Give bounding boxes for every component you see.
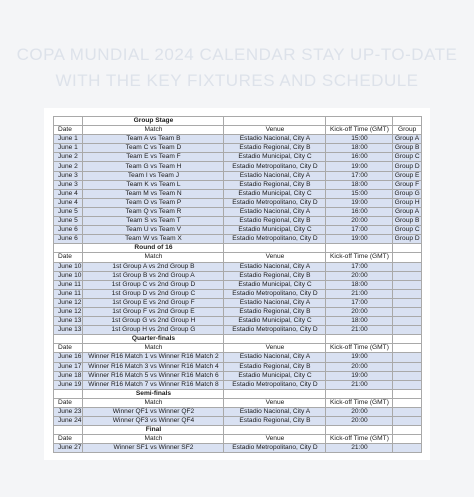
cell-date[interactable]: June 11 [54,280,83,289]
cell-kickoff[interactable]: 21:00 [326,380,393,389]
cell-date[interactable]: June 12 [54,298,83,307]
empty-cell[interactable] [393,426,421,435]
cell-match[interactable]: Winner R16 Match 5 vs Winner R16 Match 6 [83,371,224,380]
section-title-row [54,389,422,398]
table-row [54,408,422,417]
cell-kickoff[interactable]: 17:00 [326,262,393,271]
cell-venue[interactable]: Estadio Nacional, City A [224,171,326,180]
cell-group[interactable] [393,298,421,307]
cell-venue[interactable]: Estadio Metropolitano, City D [224,326,326,335]
column-header-row [54,253,422,262]
title-line-1: COPA MUNDIAL 2024 CALENDAR STAY UP-TO-DATE [16,45,458,64]
section-title-row [54,426,422,435]
cell-kickoff[interactable]: 17:00 [326,171,393,180]
column-header-date[interactable]: Date [54,253,83,262]
cell-venue[interactable]: Estadio Metropolitano, City D [224,162,326,171]
cell-group[interactable] [393,326,421,335]
empty-cell[interactable] [326,117,393,126]
cell-match[interactable]: Team I vs Team J [83,171,224,180]
cell-date[interactable]: June 2 [54,162,83,171]
table-row [54,226,422,235]
cell-date[interactable]: June 16 [54,353,83,362]
section-title-row [54,335,422,344]
column-header-venue[interactable]: Venue [224,126,326,135]
table-row [54,271,422,280]
cell-date[interactable]: June 17 [54,362,83,371]
cell-date[interactable]: June 19 [54,380,83,389]
empty-cell[interactable] [224,426,326,435]
cell-kickoff[interactable]: 20:00 [326,417,393,426]
column-header-kickoff[interactable]: Kick-off Time (GMT) [326,253,393,262]
cell-kickoff[interactable]: 16:00 [326,153,393,162]
cell-match[interactable]: 1st Group F vs 2nd Group E [83,307,224,316]
section-title-row [54,117,422,126]
table-row [54,371,422,380]
section-title-row [54,244,422,253]
cell-kickoff[interactable]: 21:00 [326,326,393,335]
empty-cell[interactable] [224,117,326,126]
cell-kickoff[interactable]: 19:00 [326,353,393,362]
cell-group[interactable]: Group C [394,226,420,234]
cell-group[interactable]: Group G [394,189,420,197]
empty-cell[interactable] [393,335,421,344]
column-header-match[interactable]: Match [83,126,224,135]
cell-match[interactable]: Team O vs Team P [83,198,224,207]
column-header-row [54,398,422,407]
cell-venue[interactable]: Estadio Metropolitano, City D [224,444,326,453]
column-header-venue[interactable]: Venue [224,344,326,353]
column-header-group[interactable] [393,398,421,407]
cell-match[interactable]: 1st Group G vs 2nd Group H [83,317,224,326]
cell-group[interactable] [393,271,421,280]
cell-venue[interactable]: Estadio Metropolitano, City D [224,198,326,207]
column-header-row [54,344,422,353]
table-row [54,289,422,298]
cell-match[interactable]: Team S vs Team T [83,217,224,226]
column-header-group[interactable] [393,435,421,444]
column-header-kickoff[interactable]: Kick-off Time (GMT) [326,398,393,407]
cell-match[interactable]: Team C vs Team D [83,144,224,153]
cell-venue[interactable]: Estadio Metropolitano, City D [224,289,326,298]
empty-cell[interactable] [326,389,393,398]
cell-match[interactable]: 1st Group B vs 2nd Group A [83,271,224,280]
cell-group[interactable]: Group F [393,180,421,189]
table-row [54,235,422,244]
cell-date[interactable]: June 1 [54,135,83,144]
cell-date[interactable]: June 10 [54,271,83,280]
empty-cell[interactable] [224,389,326,398]
fixtures-table [53,116,422,453]
column-header-kickoff[interactable]: Kick-off Time (GMT) [326,344,393,353]
cell-group[interactable] [393,289,421,298]
cell-date[interactable]: June 4 [54,189,83,198]
cell-match[interactable]: Team W vs Team X [83,235,224,244]
table-row [54,444,422,453]
cell-kickoff[interactable]: 20:00 [326,271,393,280]
cell-match[interactable]: Team E vs Team F [83,153,224,162]
cell-group[interactable] [393,408,421,417]
cell-kickoff[interactable]: 17:00 [326,226,393,235]
cell-group[interactable] [393,362,421,371]
column-header-match[interactable]: Match [83,435,224,444]
cell-kickoff[interactable]: 20:00 [326,408,393,417]
fixtures-table-body [54,117,422,453]
table-row [54,207,422,216]
column-header-match[interactable]: Match [83,344,224,353]
table-row [54,135,422,144]
cell-kickoff[interactable]: 20:00 [326,307,393,316]
table-row [54,317,422,326]
cell-match[interactable]: 1st Group E vs 2nd Group F [83,298,224,307]
table-row [54,189,422,198]
empty-cell[interactable] [326,244,393,253]
cell-venue[interactable]: Estadio Regional, City B [224,180,326,189]
cell-date[interactable]: June 23 [54,408,83,417]
cell-venue[interactable]: Estadio Nacional, City A [224,353,326,362]
column-header-venue[interactable]: Venue [224,435,326,444]
empty-cell[interactable] [54,335,83,344]
cell-kickoff[interactable]: 21:00 [326,444,393,453]
cell-venue[interactable]: Estadio Regional, City B [224,362,326,371]
cell-venue[interactable]: Estadio Municipal, City C [224,371,326,380]
cell-venue[interactable]: Estadio Nacional, City A [224,262,326,271]
cell-match[interactable]: Team K vs Team L [83,180,224,189]
table-row [54,326,422,335]
cell-kickoff[interactable]: 16:00 [326,207,393,216]
empty-cell[interactable] [224,335,326,344]
column-header-date[interactable]: Date [54,398,83,407]
empty-cell[interactable] [54,426,83,435]
empty-cell[interactable] [393,389,421,398]
table-row [54,417,422,426]
cell-group[interactable] [393,380,421,389]
cell-venue[interactable]: Estadio Municipal, City C [224,280,326,289]
cell-match[interactable]: Winner R16 Match 1 vs Winner R16 Match 2 [83,353,224,362]
cell-venue[interactable]: Estadio Nacional, City A [224,298,326,307]
cell-match[interactable]: 1st Group H vs 2nd Group G [83,326,224,335]
cell-match[interactable]: Winner QF3 vs Winner QF4 [83,417,224,426]
cell-match[interactable]: 1st Group C vs 2nd Group D [83,280,224,289]
cell-group[interactable]: Group D [394,162,420,170]
cell-venue[interactable]: Estadio Metropolitano, City D [224,380,326,389]
column-header-date[interactable]: Date [54,344,83,353]
cell-date[interactable]: June 10 [54,262,83,271]
cell-kickoff[interactable]: 18:00 [326,180,393,189]
cell-date[interactable]: June 18 [54,371,83,380]
cell-kickoff[interactable]: 15:00 [326,135,393,144]
table-row [54,353,422,362]
empty-cell[interactable] [393,117,421,126]
table-row [54,153,422,162]
cell-group[interactable]: Group D [394,235,420,243]
cell-group[interactable]: Group A [393,207,421,216]
cell-venue[interactable]: Estadio Regional, City B [224,144,326,153]
cell-group[interactable] [393,317,421,326]
cell-match[interactable]: Winner R16 Match 3 vs Winner R16 Match 4 [83,362,224,371]
cell-kickoff[interactable]: 17:00 [326,298,393,307]
cell-kickoff[interactable]: 15:00 [326,189,393,198]
section-title[interactable]: Quarter-finals [83,335,224,344]
column-header-venue[interactable]: Venue [224,253,326,262]
empty-cell[interactable] [326,335,393,344]
cell-match[interactable]: Team M vs Team N [83,189,224,198]
cell-date[interactable]: June 6 [54,226,83,235]
cell-venue[interactable]: Estadio Regional, City B [224,271,326,280]
cell-venue[interactable]: Estadio Municipal, City C [224,189,326,198]
cell-venue[interactable]: Estadio Regional, City B [224,217,326,226]
cell-venue[interactable]: Estadio Municipal, City C [224,226,326,235]
cell-date[interactable]: June 6 [54,235,83,244]
cell-kickoff[interactable]: 21:00 [326,289,393,298]
column-header-match[interactable]: Match [83,253,224,262]
cell-group[interactable]: Group B [394,144,420,152]
table-row [54,171,422,180]
table-row [54,280,422,289]
column-header-kickoff[interactable]: Kick-off Time (GMT) [326,435,393,444]
section-title[interactable]: Semi-finals [83,389,224,398]
column-header-kickoff[interactable]: Kick-off Time (GMT) [326,126,393,135]
empty-cell[interactable] [54,389,83,398]
cell-match[interactable]: Team A vs Team B [83,135,224,144]
cell-group[interactable]: Group B [394,217,420,225]
cell-venue[interactable]: Estadio Nacional, City A [224,207,326,216]
column-header-row [54,126,422,135]
cell-date[interactable]: June 1 [54,144,83,153]
cell-kickoff[interactable]: 18:00 [326,317,393,326]
cell-date[interactable]: June 11 [54,289,83,298]
cell-kickoff[interactable]: 20:00 [326,217,393,226]
cell-match[interactable]: 1st Group A vs 2nd Group B [83,262,224,271]
table-row [54,362,422,371]
cell-date[interactable]: June 2 [54,153,83,162]
cell-venue[interactable]: Estadio Regional, City B [224,417,326,426]
column-header-group[interactable]: Group [393,126,421,135]
cell-venue[interactable]: Estadio Municipal, City C [224,317,326,326]
empty-cell[interactable] [224,244,326,253]
cell-kickoff[interactable]: 19:00 [326,162,393,171]
cell-venue[interactable]: Estadio Nacional, City A [224,408,326,417]
cell-match[interactable]: Team G vs Team H [83,162,224,171]
cell-group[interactable]: Group A [393,135,421,144]
column-header-date[interactable]: Date [54,435,83,444]
cell-match[interactable]: 1st Group D vs 2nd Group C [83,289,224,298]
cell-kickoff[interactable]: 18:00 [326,280,393,289]
table-row [54,162,422,171]
column-header-row [54,435,422,444]
cell-kickoff[interactable]: 19:00 [326,235,393,244]
cell-kickoff[interactable]: 20:00 [326,362,393,371]
cell-kickoff[interactable]: 19:00 [326,198,393,207]
cell-venue[interactable]: Estadio Regional, City B [224,307,326,316]
table-row [54,380,422,389]
cell-kickoff[interactable]: 18:00 [326,144,393,153]
cell-match[interactable]: Winner QF1 vs Winner QF2 [83,408,224,417]
cell-group[interactable] [393,262,421,271]
section-title[interactable]: Group Stage [83,117,224,126]
cell-date[interactable]: June 3 [54,171,83,180]
cell-venue[interactable]: Estadio Municipal, City C [224,153,326,162]
column-header-group[interactable] [393,344,421,353]
cell-venue[interactable]: Estadio Nacional, City A [224,135,326,144]
column-header-match[interactable]: Match [83,398,224,407]
cell-group[interactable] [393,417,421,426]
cell-date[interactable]: June 24 [54,417,83,426]
cell-group[interactable]: Group E [394,171,420,179]
cell-date[interactable]: June 27 [54,444,83,453]
table-row [54,144,422,153]
table-row [54,262,422,271]
empty-cell[interactable] [54,244,83,253]
cell-match[interactable]: Winner SF1 vs Winner SF2 [83,444,224,453]
cell-date[interactable]: June 5 [54,217,83,226]
cell-date[interactable]: June 3 [54,180,83,189]
cell-group[interactable]: Group C [394,153,420,161]
column-header-venue[interactable]: Venue [224,398,326,407]
cell-group[interactable] [393,371,421,380]
table-row [54,298,422,307]
section-title[interactable]: Final [83,426,224,435]
cell-group[interactable] [393,353,421,362]
empty-cell[interactable] [54,117,83,126]
cell-group[interactable]: Group H [394,198,420,206]
cell-group[interactable] [393,444,421,453]
page-title [0,42,474,94]
cell-date[interactable]: June 5 [54,207,83,216]
table-row [54,217,422,226]
cell-match[interactable]: Winner R16 Match 7 vs Winner R16 Match 8 [83,380,224,389]
cell-match[interactable]: Team U vs Team V [83,226,224,235]
cell-group[interactable] [393,280,421,289]
cell-date[interactable]: June 4 [54,198,83,207]
cell-group[interactable] [393,307,421,316]
cell-venue[interactable]: Estadio Metropolitano, City D [224,235,326,244]
spreadsheet-sheet [44,108,430,460]
cell-kickoff[interactable]: 19:00 [326,371,393,380]
table-row [54,307,422,316]
table-row [54,180,422,189]
section-title[interactable]: Round of 16 [83,244,224,253]
title-line-2: WITH THE KEY FIXTURES AND SCHEDULE [55,71,419,90]
empty-cell[interactable] [393,244,421,253]
cell-date[interactable]: June 13 [54,326,83,335]
cell-match[interactable]: Team Q vs Team R [83,207,224,216]
column-header-group[interactable] [393,253,421,262]
table-row [54,198,422,207]
empty-cell[interactable] [326,426,393,435]
column-header-date[interactable]: Date [54,126,83,135]
cell-date[interactable]: June 13 [54,317,83,326]
cell-date[interactable]: June 12 [54,307,83,316]
